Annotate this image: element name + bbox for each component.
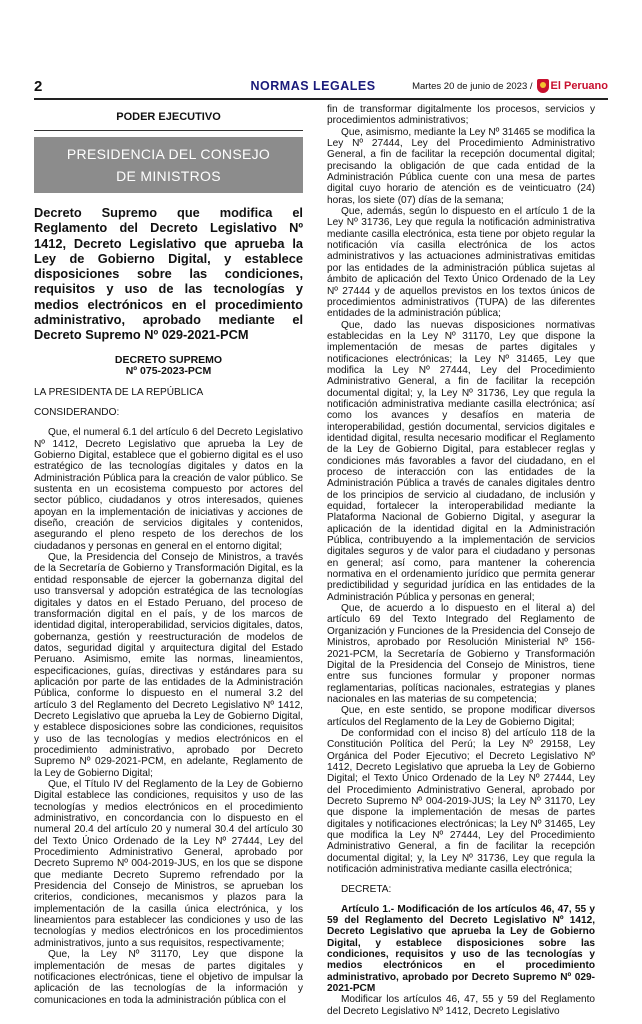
presidenta-line: LA PRESIDENTA DE LA REPÚBLICA [34, 386, 204, 398]
paragraph: Que, el numeral 6.1 del artículo 6 del Decreto Legislativo Nº 1412, Decreto Legislativo que aprueba la Ley de Gobierno Digital, establece que el gobierno digital es el uso estratégico de las tecnologías digitales y datos en la Administración Pública para la creación de valor público. Se sustenta en un ecosistema compuesto por actores del sector público, ciudadanos y otros interesados, quienes apoyan en la implementación de iniciativas y acciones de diseño, creación de servicios digitales y contenidos, asegurando el pleno respeto de los derechos de los ciudadanos y personas en general en el entorno digital; [34, 427, 303, 552]
decree-number [34, 355, 303, 378]
coat-of-arms-icon [537, 79, 549, 93]
newspaper-logo [537, 79, 608, 93]
paragraph: Que, además, según lo dispuesto en el artículo 1 de la Ley Nº 31736, Ley que regula la notificación administrativa mediante casilla electrónica, esta tiene por objeto regular la notificación vía casilla electrónica de los actos administrativos y las actuaciones administrativas emitidas por las entidades de la administración pública sujetas al ámbito de aplicación del Texto Único Ordenado de la Ley Nº 27444 y de aquellos previstos en los textos únicos de procedimientos administrativos (TUPA) de las diferentes entidades de la administración pública; [327, 206, 595, 320]
presidencia-banner [34, 137, 303, 193]
paragraph: Que, en este sentido, se propone modificar diversos artículos del Reglamento de la Ley de Gobierno Digital; [327, 705, 595, 728]
paragraph: Que, asimismo, mediante la Ley Nº 31465 se modifica la Ley Nº 27444, Ley del Procedimiento Administrativo General, a fin de facilitar la recepción documental digital; precisando la obligación de que cada entidad de la Administración Pública cuente con una mesa de partes digital cuyo horario de atención es de veinticuatro (24) horas, los siete (07) días de la semana; [327, 126, 595, 206]
paragraph: Modificar los artículos 46, 47, 55 y 59 del Reglamento del Decreto Legislativo Nº 1412, Decreto Legislativo [327, 994, 595, 1017]
article-1-heading: Artículo 1.- Modificación de los artículos 46, 47, 55 y 59 del Reglamento del Decreto Legislativo Nº 1412, Decreto Legislativo que aprueba la Ley de Gobierno Digital, y establece disposiciones sobre las condiciones, requisitos y uso de las tecnologías y medios electrónicos en el procedimiento administrativo, aprobado por Decreto Supremo Nº 029-2021-PCM [327, 903, 595, 995]
left-column [34, 104, 303, 1006]
decreto-supremo-number: Nº 075-2023-PCM [125, 365, 212, 378]
decreta-heading: DECRETA: [341, 884, 392, 896]
page-number: 2 [34, 77, 43, 95]
issue-date: Martes 20 de junio de 2023 / [412, 80, 533, 92]
paragraph: Que, el Título IV del Reglamento de la Ley de Gobierno Digital establece las condiciones, requisitos y uso de las tecnologías y medios electrónicos en el procedimiento administrativo, en concordancia con lo dispuesto en el numeral 20.4 del artículo 20 y numeral 30.4 del artículo 30 del Texto Único Ordenado de la Ley Nº 27444, Ley del Procedimiento Administrativo General, aprobado por Decreto Supremo Nº 004-2019-JUS, en los que se dispone que mediante Decreto Supremo refrendado por la Presidencia del Consejo de Ministros, se aprueban los criterios, condiciones, mecanismos y plazos para la implementación de la casilla única electrónica, y los lineamientos para establecer las condiciones y uso de las tecnologías y medios electrónicos en los procedimientos administrativos, junto a sus requisitos, respectivamente; [34, 779, 303, 949]
paragraph: De conformidad con el inciso 8) del artículo 118 de la Constitución Política del Perú; la Ley Nº 29158, Ley Orgánica del Poder Ejecutivo; el Decreto Legislativo Nº 1412, Decreto Legislativo que aprueba la Ley de Gobierno Digital; el Texto Único Ordenado de la Ley Nº 27444, Ley del Procedimiento Administrativo General, aprobado por Decreto Supremo Nº 004-2019-JUS; la Ley Nº 31170, Ley que dispone la implementación de mesas de partes digitales y notificaciones electrónicas; la Ley Nº 31465, Ley que modifica la Ley Nº 27444, Ley del Procedimiento Administrativo General, a fin de facilitar la recepción documental digital; y, la Ley Nº 31736, Ley que regula la notificación administrativa mediante casilla electrónica; [327, 727, 595, 876]
presidencia-line-2: DE MINISTROS [116, 168, 221, 184]
right-column [327, 104, 595, 1017]
paragraph: Que, la Ley Nº 31170, Ley que dispone la implementación de mesas de partes digitales y notificaciones electrónicas, tiene el objetivo de impulsar la aplicación de las tecnologías de la información y comunicaciones en toda la administración pública con el [34, 949, 303, 1006]
considerando-heading: CONSIDERANDO: [34, 407, 120, 419]
paragraph: Que, de acuerdo a lo dispuesto en el literal a) del artículo 69 del Texto Integrado del Reglamento de Organización y Funciones de la Presidencia del Consejo de Ministros, aprobado por Resolución Ministerial Nº 156-2021-PCM, la Secretaría de Gobierno y Transformación Digital de la Presidencia del Consejo de Ministros, tiene entre sus funciones formular y proponer normas reglamentarias, políticas nacionales, estrategias y planes nacionales en las materias de su competencia; [327, 603, 595, 705]
paragraph: fin de transformar digitalmente los procesos, servicios y procedimientos administrativos; [327, 104, 595, 127]
section-title: NORMAS LEGALES [250, 79, 376, 93]
presidencia-line-1: PRESIDENCIA DEL CONSEJO [66, 146, 271, 162]
page-header [34, 76, 608, 96]
header-divider [34, 98, 608, 100]
decree-title: Decreto Supremo que modifica el Reglamento del Decreto Legislativo Nº 1412, Decreto Legislativo que aprueba la Ley de Gobierno Digital, y establece disposiciones sobre las condiciones, requisitos y uso de las tecnologías y medios electrónicos en el procedimiento administrativo, aprobado mediante el Decreto Supremo Nº 029-2021-PCM [34, 205, 303, 343]
paragraph: Que, dado las nuevas disposiciones normativas establecidas en la Ley Nº 31170, Ley que dispone la implementación de mesas de partes digitales y notificaciones electrónicas; la Ley Nº 31465, Ley que modifica la Ley Nº 27444, Ley del Procedimiento Administrativo General, a fin de facilitar la recepción documental digital; y, la Ley Nº 31736, Ley que regula la notificación administrativa mediante casilla electrónica; así como los avances y desafíos en materia de interoperabilidad, gestión documental, servicios digitales e identidad digital, resulta necesario modificar el Reglamento de la Ley de Gobierno Digital, para establecer reglas y condiciones más favorables a favor del ciudadano, en el proceso de interacción con las entidades de la Administración Pública a través de canales digitales dentro de los principios de servicio al ciudadano, de inclusión y equidad, fortalecer la interoperabilidad mediante la Plataforma Nacional de Gobierno Digital, y asegurar la aplicación de la identidad digital en la Administración Pública, contribuyendo a la implementación de servicios digitales seguros y de valor para el ciudadano y personas en general; así como, para mantener la coherencia normativa en el ordenamiento jurídico que permita generar predictibilidad y seguridad jurídica en las entidades de la Administración Pública y personas en general; [327, 319, 595, 603]
paragraph: Que, la Presidencia del Consejo de Ministros, a través de la Secretaría de Gobierno y Transformación Digital, es la entidad responsable de ejercer la gobernanza digital del uso transversal y adopción estratégica de las tecnologías digitales y datos en el Estado Peruano, del proceso de transformación digital en el país, y de los marcos de identidad digital, interoperabilidad, servicios digitales, datos, gobernanza, gestión y reestructuración de modelos de datos, seguridad digital y arquitectura digital del Estado Peruano. Asimismo, emite las normas, lineamientos, especificaciones, guías, directivas y estándares para su aplicación por parte de las entidades de la Administración Pública, conforme lo dispuesto en el numeral 3.2 del artículo 3 del Reglamento del Decreto Legislativo Nº 1412, Decreto Legislativo que aprueba la Ley de Gobierno Digital, y establece disposiciones sobre las condiciones, requisitos y uso de las tecnologías y medios electrónicos en el procedimiento administrativo, aprobado por Decreto Supremo Nº 029-2021-PCM, en adelante, Reglamento de la Ley de Gobierno Digital; [34, 552, 303, 779]
newspaper-name: El Peruano [550, 80, 608, 92]
decreto-supremo-label: DECRETO SUPREMO [114, 353, 223, 366]
poder-ejecutivo-heading: PODER EJECUTIVO [34, 112, 303, 131]
